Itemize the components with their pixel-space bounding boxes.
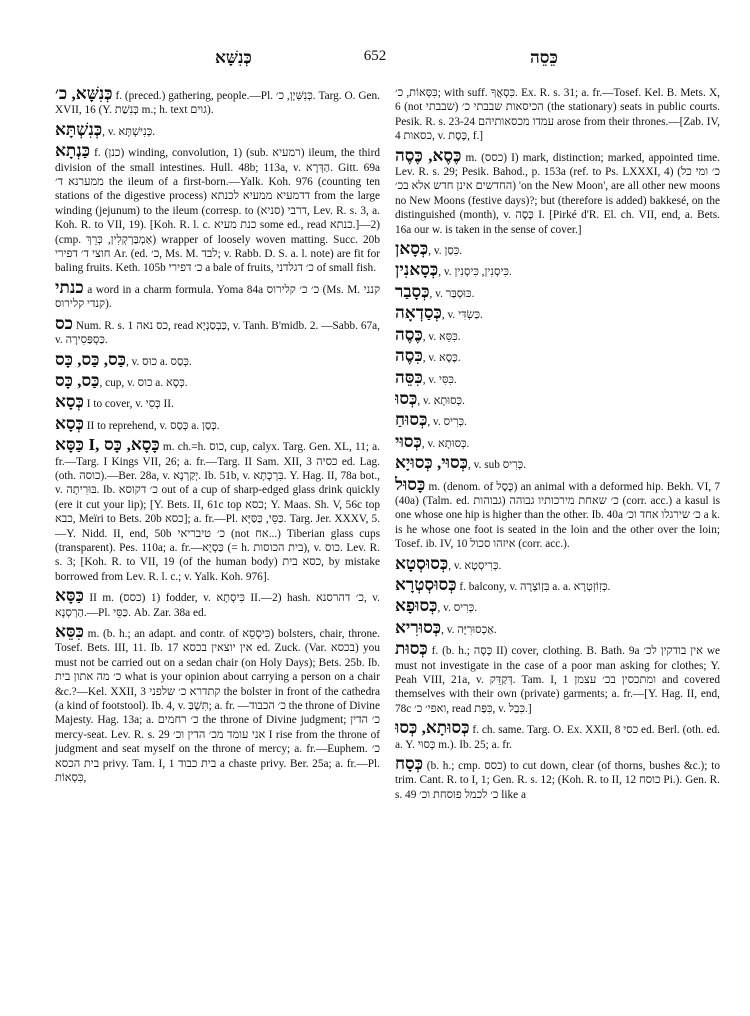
entry-headword: כְּסוּי bbox=[395, 431, 422, 451]
entry-definition: , v. כֶּסֶא. bbox=[422, 352, 461, 365]
entry-headword: כָּסוּל bbox=[395, 474, 426, 494]
entry-headword: כֶּסֶה bbox=[395, 324, 423, 344]
entry-definition: (b. h.; cmp. כסס) to cut down, clear (of thorns, bushes &c.); to trim. Cant. R. to I, 1; Gen. R. s. 12; (Koh. R. to II, 12 כוסח Pi.). Gen. R. s. 49 כ׳ לכמל פוסחת וכ׳ like a bbox=[395, 760, 720, 801]
entry-headword: כְּסָא bbox=[55, 392, 84, 412]
entry-definition: , v. כִּסִּי. bbox=[422, 373, 457, 386]
left-column bbox=[55, 86, 380, 1006]
dictionary-entry bbox=[55, 370, 380, 390]
dictionary-entry bbox=[395, 367, 720, 387]
entry-definition: , v. כְּרִיס. bbox=[437, 602, 478, 615]
running-head-left: כְּנִשָּׁא bbox=[215, 48, 252, 67]
entry-definition: m. (כסס) I) mark, distinction; marked, appointed time. Lev. R. s. 29; Pesik. Bahod., p. 153a (ref. to Ps. LXXXI, 4) (כ׳ ומי כל החדשים אינן חדש אלא בכ׳) 'on the New Moon', are all other new moons no New Moons (festive days)?; but (therefore is added) bakkesé, on the distinguished (month), v. כֶּסֶה I. [Pirké d'R. El. ch. VII, end, a. Bets. 16a our w. is taken in the sense of cover.] bbox=[395, 151, 720, 236]
entry-headword: כס bbox=[55, 313, 73, 333]
right-column bbox=[395, 86, 720, 1006]
dictionary-entry bbox=[55, 588, 380, 620]
page-number: 652 bbox=[363, 48, 387, 64]
dictionary-entry bbox=[395, 388, 720, 408]
dictionary-entry bbox=[55, 413, 380, 433]
entry-definition: f. (כנן) winding, convolution, 1) (sub. רמעיא) ileum, the third division of the small intestines. Hull. 48b; 113a, v. הַדְּרָא. Gitt. 69a ממערנא ד׳ the ileum of a first-born.—Yalk. Koh. 976 (counting ten stations of the digestive process) דדמעיא ממעיא לכנתא from the large winding (jejunum) to the ileum (corresp. to דרבי (סניא), Lev. R. s. 3, a. Koh. R. to VII, 19). [Koh. R. l. c. כנת מעיא some ed., read כנתא.]—2) (cmp. אַמְבַּרְקְלִין, כְּרֵךְ) wrapper of loosely woven matting. Succ. 20b חוצי ד׳ דפירי Ar. (ed. כ׳, Ms. M. לבד; v. Rabb. D. S. a. l. note) are fit for baling fruits. Keth. 105b כ׳ דפירי a bale of fruits, כ׳ דגלדני of small fish. bbox=[55, 147, 380, 275]
entry-headword: כִּסֶה bbox=[395, 346, 423, 366]
entry-headword: כֶּסֶא, כֶּסֶה bbox=[395, 145, 462, 165]
entry-definition: , v. כְּסוּתָא. bbox=[421, 437, 470, 450]
entry-definition: f. balcony, v. בִּזְוֹצְרָה a. a. כְּזִוֹזְטְרָא. bbox=[456, 580, 611, 593]
entry-headword: כַּנְתָא bbox=[55, 141, 91, 161]
entry-headword: כַּסָּא bbox=[55, 586, 84, 606]
entry-definition: , v. אַכְסוּרִיָּה. bbox=[441, 623, 497, 636]
entry-definition: , v. sub כְּרִיס. bbox=[468, 459, 527, 472]
dictionary-entry bbox=[55, 313, 380, 348]
dictionary-entry bbox=[55, 143, 380, 276]
dictionary-entry bbox=[395, 641, 720, 716]
entry-definition: , v. כְּסוּתָא. bbox=[417, 394, 465, 407]
entry-definition: I to cover, v. כְּסִי II. bbox=[83, 398, 174, 411]
entry-definition: , v. כְּרִיסְטָא. bbox=[448, 559, 502, 572]
dictionary-entry bbox=[55, 86, 380, 118]
dictionary-entry bbox=[395, 262, 720, 279]
entry-headword: כִּסֵּה bbox=[395, 367, 423, 387]
entry-definition: II m. (כסס) 1) fodder, v. כִּיסְתָא II.—2) hash. כ׳ דהרסנא, v. הַרְסְנָא.—Pl. כַּסֵּי. Ab. Zar. 38a ed. bbox=[55, 592, 380, 619]
entry-headword: כְּסוּסְטְרָא bbox=[395, 574, 457, 594]
entry-definition: , v. כְּנִישְׁתָּא. bbox=[102, 125, 156, 138]
entry-headword: כִּסֵּא bbox=[55, 622, 84, 641]
entry-headword: כְּנִשָּׁא, כ׳ bbox=[55, 86, 113, 103]
entry-headword: כְּסָבַר bbox=[395, 281, 430, 301]
entry-headword: כְּסוּרִיא bbox=[395, 617, 442, 637]
entry-definition: , v. כִּסַן. bbox=[428, 245, 463, 258]
dictionary-entry bbox=[55, 624, 380, 785]
dictionary-entry bbox=[395, 720, 720, 752]
entry-definition: m. (b. h.; an adapt. and contr. of כִּיסְסֵא) bolsters, chair, throne. Tosef. Bets. III, 11. Ib. 17 אין יוצאין בכסא ed. Zuck. (Var. בכסא) you must not be carried out on a sedan chair (on Holy Days); Bets. 25b. Ib. כ׳ מה אתון בית what is your opinion about carrying a person on a chair &c.?—Kel. XXII, 3 קתדרא כ׳ שלפני the bolster in front of the cathedra (a kind of footstool). Ib. 4, v. תִּשְׁבַּ; a. fr. —כ׳ הכבוד the throne of Divine Majesty. Hag. 13a; a. כ׳ רחמים the throne of Divine judgment; כ׳ הדין mercy-seat. Lev. R. s. 29 אני עומד מכ׳ הדין וכ׳ I rise from the throne of judgment and seat myself on the throne of mercy; a. fr.—Euphem. כ׳ בית הכסא privy. Tam. I, 1 בית כבוד a chaste privy. Ber. 25a; a. fr.—Pl. כִּסְאוֹת, bbox=[55, 628, 380, 785]
entry-headword: כְּסוּ bbox=[395, 388, 418, 408]
dictionary-entry bbox=[395, 474, 720, 552]
entry-definition: , v. כִּסֵּא. bbox=[422, 330, 461, 343]
page-header bbox=[0, 48, 750, 72]
dictionary-entry bbox=[395, 348, 720, 365]
entry-headword: כְּסָאן bbox=[395, 239, 429, 259]
entry-headword: כְּסוּתָא, כְּסוּ bbox=[395, 718, 470, 738]
dictionary-entry bbox=[55, 394, 380, 411]
dictionary-entry bbox=[395, 455, 720, 472]
entry-definition: , cup, v. כוס a. כְּסָא. bbox=[99, 376, 188, 389]
entry-headword: כנתי bbox=[55, 277, 84, 297]
dictionary-entry bbox=[55, 349, 380, 369]
entry-headword: כְּסָאנִין bbox=[395, 260, 439, 280]
dictionary-entry bbox=[395, 241, 720, 258]
dictionary-entry bbox=[395, 756, 720, 802]
dictionary-entry bbox=[395, 145, 720, 237]
running-head-right: כֵּסֵה bbox=[530, 48, 558, 67]
entry-headword: כְּסוּפָא bbox=[395, 596, 438, 616]
entry-definition: a word in a charm formula. Yoma 84a כ׳ כ׳ קלירוס (Ms. M. קנני קנדי קלירוס). bbox=[55, 283, 380, 311]
dictionary-entry bbox=[395, 553, 720, 573]
entry-headword: כְּסוּי, כְּסוּיָא bbox=[395, 453, 468, 473]
dictionary-entry bbox=[395, 617, 720, 637]
entry-definition: , v. כְּרִיס. bbox=[427, 416, 467, 429]
dictionary-entry bbox=[395, 598, 720, 615]
entry-headword: כְּסַדְאָה bbox=[395, 303, 442, 323]
entry-definition: f. (preced.) gathering, people.—Pl. כְּנִשְּׁיָן, כ׳. Targ. O. Gen. XVII, 16 (Y. כְּנִשַׁת m.; h. text גוים). bbox=[55, 90, 380, 117]
entry-headword: כְּסוּת bbox=[395, 639, 428, 659]
entry-headword: כַּס, כָּס bbox=[55, 370, 100, 390]
dictionary-entry bbox=[395, 574, 720, 594]
dictionary-entry bbox=[395, 305, 720, 322]
entry-definition: , v. כִּיסְנִין, כִּיסְנִין. bbox=[438, 266, 512, 279]
entry-definition: Num. R. s. 1 כס נאה, read כַּבְסַנְיָא, v. Tanh. B'midb. 2. —Sabb. 67a, v. כַּסְפַּסִירָה. bbox=[55, 319, 380, 347]
entry-headword: כְּסָח bbox=[395, 754, 424, 774]
entry-headword: כְּנִשְׁתָּא bbox=[55, 119, 103, 139]
dictionary-entry bbox=[395, 431, 720, 451]
dictionary-entry bbox=[395, 281, 720, 301]
dictionary-entry bbox=[395, 412, 720, 429]
entry-definition: כִּסְּאוֹת, כ׳; with suff. כִּסְאֲךָ. Ex. R. s. 31; a. fr.—Tosef. Kel. B. Mets. X, 6 (not שבבתי) הכיסאות שבבתי כ׳ (the stationary) seats in public courts. Pesik. R. s. 23-24 עמדו מכסאותיהם arose from their thrones.—[Zab. IV, 4 כסאות, v. כֶּסֶת, f.] bbox=[395, 87, 720, 143]
entry-headword: כְּסוּסְטָא bbox=[395, 553, 449, 573]
dictionary-entry bbox=[395, 324, 720, 344]
entry-definition: f. (b. h.; כָּסָה II) cover, clothing. B. Bath. 9a אין בודקין לכ׳ we must not investigate in the case of a poor man asking for clothes; Y. Peah VIII, 21a, v. דְּקַדֵּק. Tam. I, 1 ומתכסין בכ׳ עצמן and covered themselves with their own (private) garments; a. fr.—[Y. Hag. II, end, 78c ואפי׳ כ׳, read כִּפַּת, v. כִּבַל.] bbox=[395, 645, 720, 715]
dictionary-entry bbox=[55, 277, 380, 312]
entry-headword: כְּסוּחַ bbox=[395, 410, 428, 430]
entry-definition: f. ch. same. Targ. O. Ex. XXII, 8 כסי ed. Berl. (oth. ed. a. Y. כְּסוּי m.). Ib. 25; a. fr. bbox=[395, 724, 720, 751]
dictionary-entry bbox=[395, 86, 720, 144]
entry-headword: כַּסָּא I, כָּסָא, כָּס bbox=[55, 435, 160, 455]
entry-definition: m. ch.=h. כוס, cup, calyx. Targ. Gen. XL, 11; a. fr.—Targ. I Kings VII, 26; a. fr.—Targ. II Sam. XII, 3 כסיה ed. Lag. (oth. כוסה).—Ber. 28a, v. יְקַרְנָא. Ib. 51b, v. בִּרְכָתָא. Y. Hag. II, 78a bot., v. בּוּרִיתָה. Ib. כ׳ דקוסא out of a cup of sharp-edged glass drink quickly (ere it cut your lip); [Y. Bets. II, 61c top כסא; Y. Maas. Sh. V, 56c top כבא, Meïri to Bets. 20b כסא]; a. fr.—Pl. כַּסֵּי, כַּסַּיָּא. Targ. Jer. XXXV, 5.—Y. Nidd. II, end, 50b כ׳ טיבריאי (not אח...) Tiberian glass cups (transparent). Pes. 110a; a. fr.—כַּסְיָא (= h. בית הכוסות), v. כוס. Lev. R. s. 3; [Koh. R. to VII, 19 (of the human body) כסא בית, by mistake borrowed from Lev. R. l. c.; v. Yalk. Koh. 976]. bbox=[55, 441, 380, 583]
entry-headword: כַּס, כַּס, כָּס bbox=[55, 349, 126, 369]
entry-headword: כְּסָא bbox=[55, 413, 84, 433]
dictionary-entry bbox=[55, 119, 380, 139]
entry-definition: , v. כוּס a. כְּסַס. bbox=[125, 355, 192, 368]
entry-definition: II to reprehend, v. כְּסַס a. כְּסַן. bbox=[83, 419, 220, 432]
entry-definition: m. (denom. of כֶּסֶל) an animal with a deformed hip. Bekh. VI, 7 (40a) (Talm. ed. גבוהות) כ׳ שאחת מירכותיו גבוהה (corr. acc.) a kasul is one whose one hip is higher than the other. Ib. 40a כ׳ שירגלו אחד וכ׳ a k. is he whose one foot is seated in the loin and the other over the loin; Tosef. ib. IV, 10 איזהו סכול (corr. acc.). bbox=[395, 480, 720, 551]
entry-definition: , v. כּוּסְבַּר. bbox=[429, 287, 475, 300]
entry-definition: , v. כַּשְׂדִּי. bbox=[441, 309, 483, 322]
dictionary-entry bbox=[55, 437, 380, 584]
